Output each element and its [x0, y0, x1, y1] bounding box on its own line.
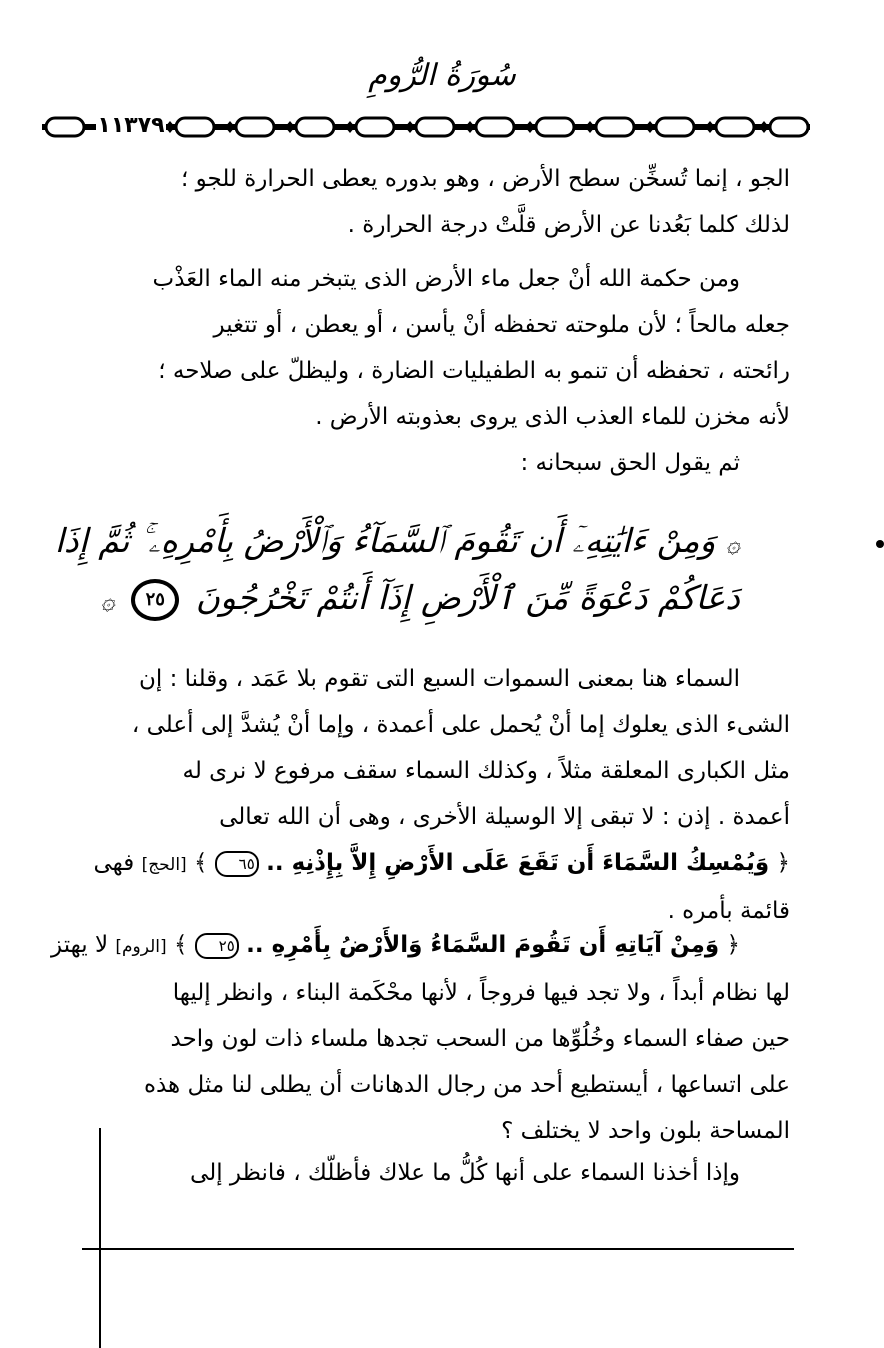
text-line: لذلك كلما بَعُدنا عن الأرض قلَّتْ درجة الحرارة .	[347, 212, 790, 238]
verse-line-2	[100, 571, 740, 628]
paragraph-1	[78, 156, 790, 248]
text-line: الشىء الذى يعلوك إما أنْ يُحمل على أعمدة ، وإما أنْ يُشدَّ إلى أعلى ،	[131, 712, 790, 738]
paragraph-6	[78, 1150, 790, 1196]
text-line: قائمة بأمره .	[667, 898, 790, 924]
inline-quran-quote: وَيُمْسِكُ السَّمَاءَ أَن تَقَعَ عَلَى الأَرْضِ إِلاَّ بِإِذْنِهِ ..	[266, 850, 770, 876]
text-line: على اتساعها ، أيستطيع أحد من رجال الدهانات أن يطلى لنا مثل هذه	[143, 1072, 790, 1098]
surah-reference: [الروم]	[115, 937, 167, 957]
text-line: حين صفاء السماء وخُلُوِّها من السحب تجدها ملساء ذات لون واحد	[170, 1026, 790, 1052]
verse-line-1	[54, 514, 740, 571]
quote-bracket-open: ﴿	[726, 932, 740, 958]
text-line-with-quote	[78, 840, 790, 888]
paragraph-2	[78, 256, 790, 440]
ayah-number-marker: ٦٥	[215, 851, 259, 877]
text-line: رائحته ، تحفظه أن تنمو به الطفيليات الضارة ، وليظلّ على صلاحه ؛	[158, 358, 790, 384]
text-line: ثم يقول الحق سبحانه :	[520, 450, 740, 476]
paragraph-5	[51, 922, 790, 1154]
footer-rule	[82, 1248, 794, 1250]
paragraph-4	[78, 656, 790, 934]
surah-reference: [الحج]	[141, 855, 187, 875]
text-fragment: فهى	[93, 850, 135, 876]
quote-bracket-close: ﴾	[173, 932, 188, 958]
text-fragment: لا يهتز	[51, 932, 109, 958]
scan-edge-mark	[876, 540, 884, 548]
text-line: وإذا أخذنا السماء على أنها كُلُّ ما علاك فأظلّك ، فانظر إلى	[190, 1160, 740, 1186]
page-number: ١١٣٧٩	[97, 113, 165, 138]
text-line: أعمدة . إذن : لا تبقى إلا الوسيلة الأخرى ، وهى أن الله تعالى	[219, 804, 790, 830]
inline-quran-quote: وَمِنْ آيَاتِهِ أَن تَقُومَ السَّمَاءُ وَالأَرْضُ بِأَمْرِهِ ..	[246, 932, 720, 958]
text-line: ومن حكمة الله أنْ جعل ماء الأرض الذى يتبخر منه الماء العَذْب	[152, 266, 740, 292]
ayah-number-marker: ٢٥	[131, 579, 179, 621]
verse-text: وَمِنْ ءَايَٰتِهِۦٓ أَن تَقُومَ ٱلسَّمَآءُ وَٱلْأَرْضُ بِأَمْرِهِۦ ۚ ثُمَّ إِذَا	[54, 521, 716, 560]
ayah-number-marker: ٢٥	[195, 933, 239, 959]
paragraph-3	[78, 440, 790, 486]
quote-bracket-close: ﴾	[194, 850, 208, 876]
quote-bracket-open: ﴿	[776, 850, 790, 876]
scan-margin-line	[99, 1128, 101, 1348]
text-line: المساحة بلون واحد لا يختلف ؟	[501, 1118, 790, 1144]
text-line: الجو ، إنما تُسخِّن سطح الأرض ، وهو بدوره يعطى الحرارة للجو ؛	[180, 166, 790, 192]
text-line: السماء هنا بمعنى السموات السبع التى تقوم بلا عَمَد ، وقلنا : إن	[139, 666, 740, 692]
text-line: مثل الكبارى المعلقة مثلاً ، وكذلك السماء سقف مرفوع لا نرى له	[182, 758, 790, 784]
text-line: لأنه مخزن للماء العذب الذى يروى بعذوبته الأرض .	[315, 404, 790, 430]
quran-verse-block	[54, 514, 740, 628]
verse-text: دَعَاكُمْ دَعْوَةً مِّنَ ٱلْأَرْضِ إِذَآ أَنتُمْ تَخْرُجُونَ	[195, 578, 740, 617]
verse-ornament-open-icon: ۞	[725, 530, 740, 558]
text-line: جعله مالحاً ؛ لأن ملوحته تحفظه أنْ يأسن ، أو يعطن ، أو تتغير	[213, 312, 790, 338]
text-line-with-quote	[51, 922, 790, 970]
surah-title: سُورَةُ الرُّومِ	[368, 58, 516, 93]
text-line: لها نظام أبداً ، ولا تجد فيها فروجاً ، لأنها محْكَمة البناء ، وانظر إليها	[172, 980, 790, 1006]
verse-ornament-close-icon: ۞	[100, 587, 115, 615]
